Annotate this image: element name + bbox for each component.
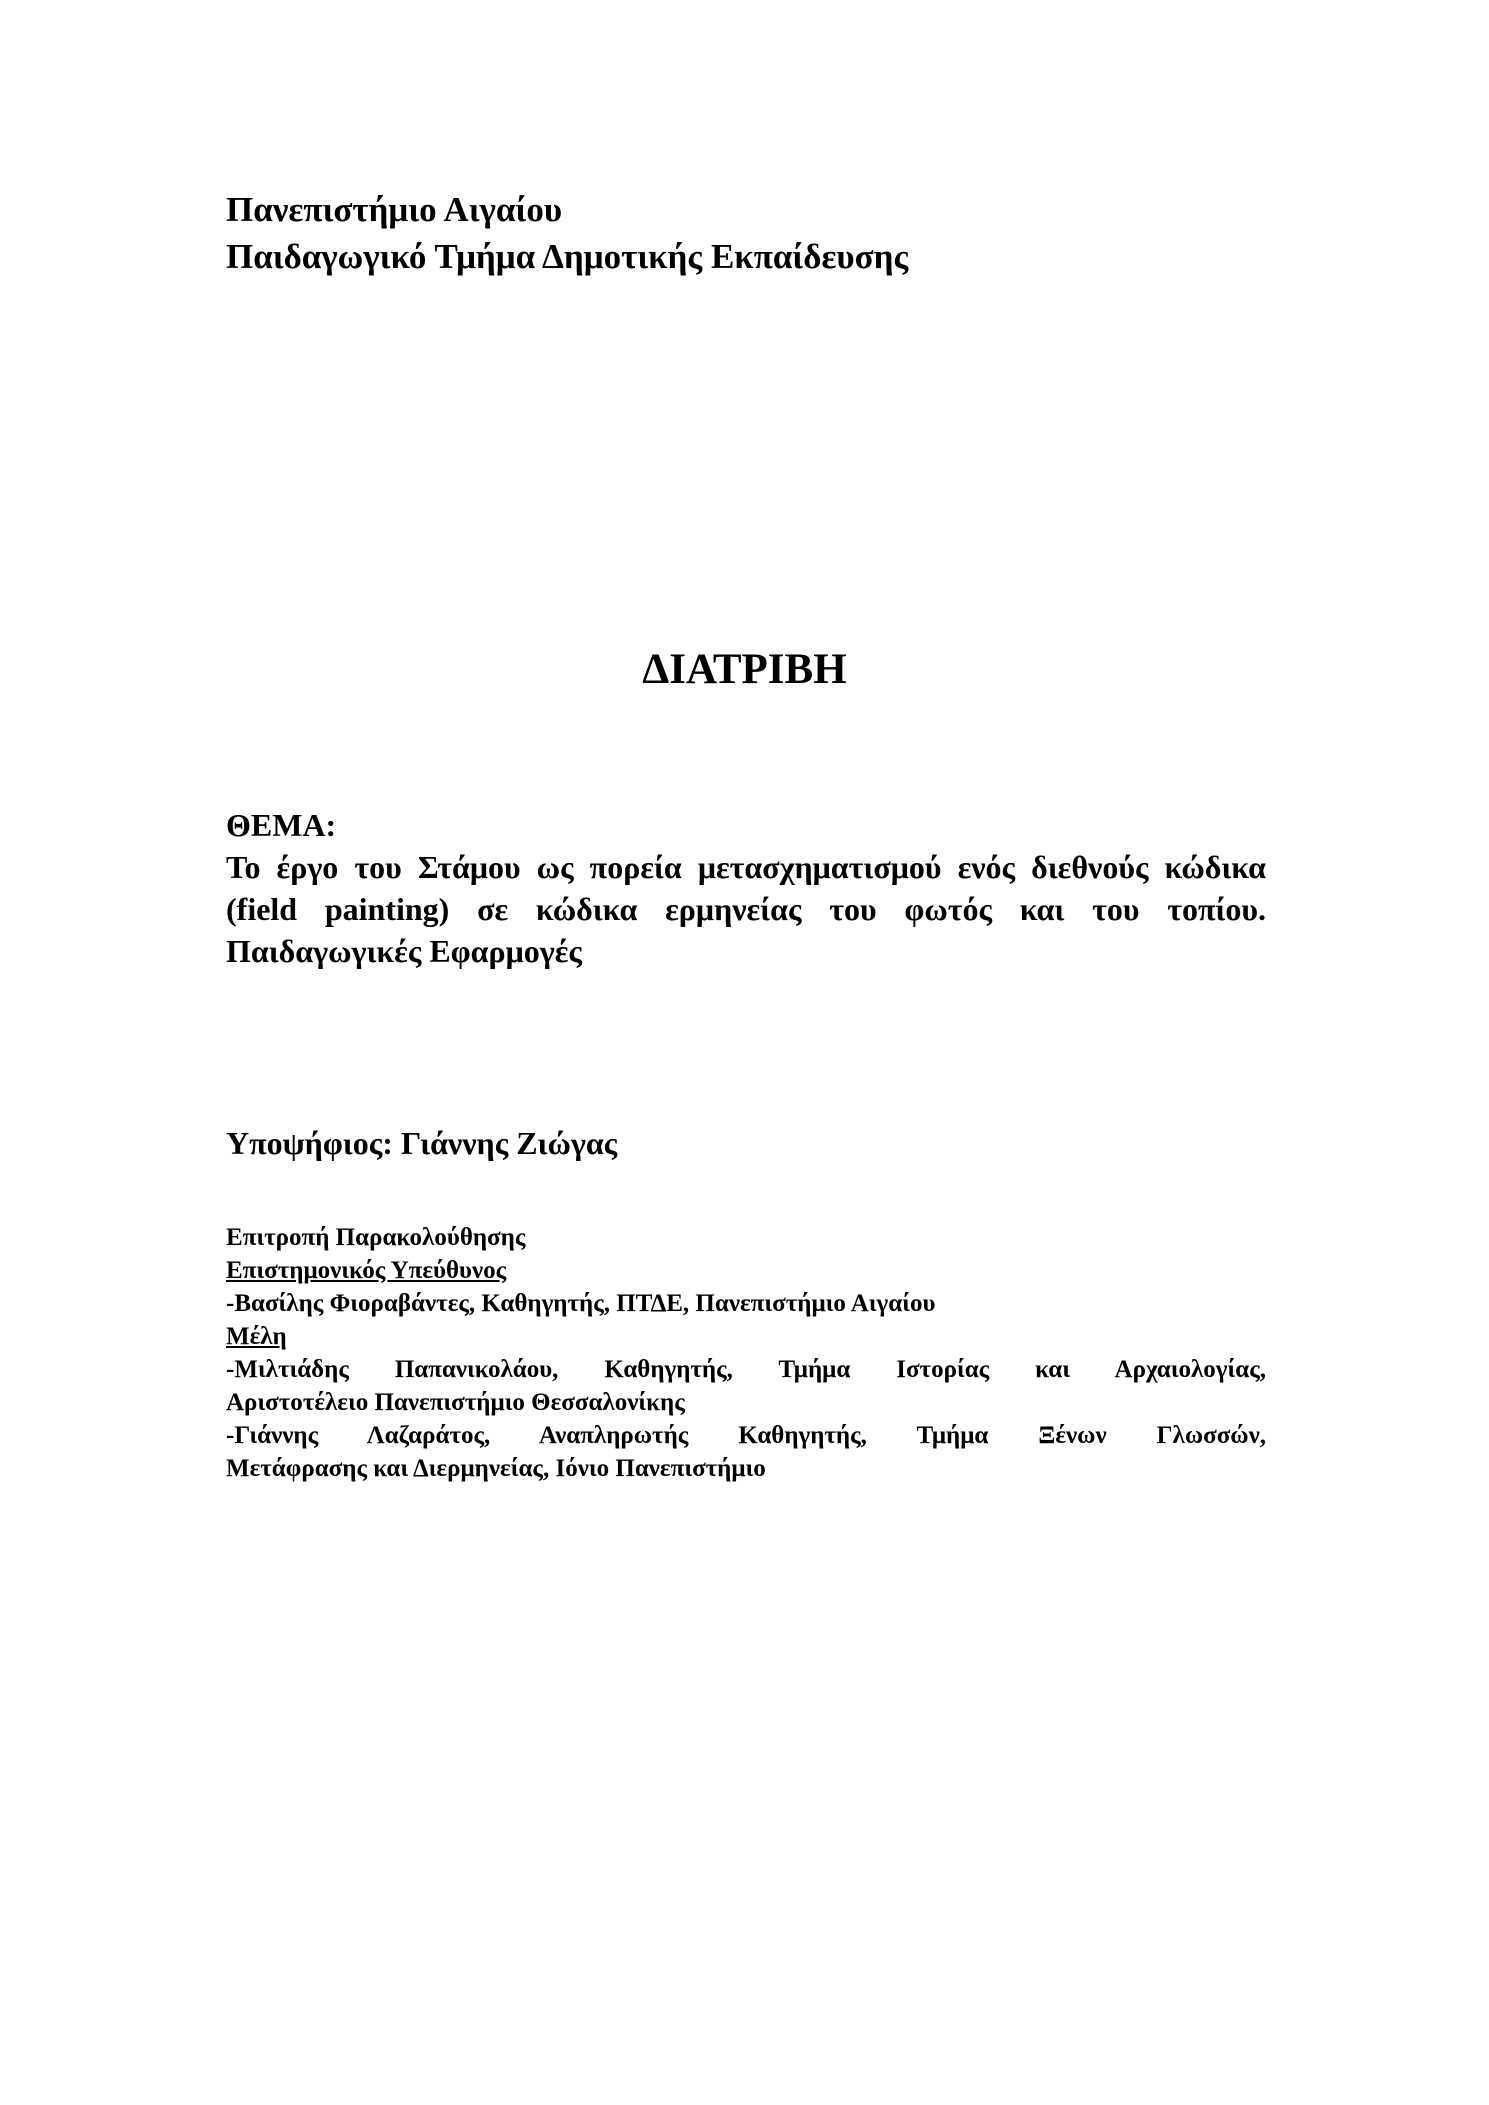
committee-section <box>226 1221 1266 1485</box>
institution-header <box>226 186 908 280</box>
member-entry-line: Αριστοτέλειο Πανεπιστήμιο Θεσσαλονίκης <box>226 1389 685 1416</box>
supervisor-label: Επιστημονικός Υπεύθυνος <box>226 1257 507 1284</box>
topic-section <box>226 804 1266 972</box>
committee-heading: Επιτροπή Παρακολούθησης <box>226 1224 526 1251</box>
topic-label: ΘΕΜΑ: <box>226 807 337 843</box>
document-title: ΔΙΑΤΡΙΒΗ <box>642 646 847 693</box>
members-label: Μέλη <box>226 1323 287 1350</box>
topic-text: Το έργο του Στάμου ως πορεία μετασχηματισμού ενός διεθνούς κώδικα (field painting) σε κώδικα ερμηνείας του φωτός και του τοπίου. Παιδαγωγικές Εφαρμογές <box>226 849 1266 969</box>
member-entry-line: -Γιάννης Λαζαράτος, Αναπληρωτής Καθηγητής, Τμήμα Ξένων Γλωσσών, <box>226 1422 1266 1449</box>
university-name: Πανεπιστήμιο Αιγαίου <box>226 190 562 229</box>
member-entry-line: -Μιλτιάδης Παπανικολάου, Καθηγητής, Τμήμα Ιστορίας και Αρχαιολογίας, <box>226 1356 1266 1383</box>
department-name: Παιδαγωγικό Τμήμα Δημοτικής Εκπαίδευσης <box>226 237 909 276</box>
supervisor-entry: -Βασίλης Φιοραβάντες, Καθηγητής, ΠΤΔΕ, Πανεπιστήμιο Αιγαίου <box>226 1290 936 1317</box>
member-entry-line: Μετάφρασης και Διερμηνείας, Ιόνιο Πανεπιστήμιο <box>226 1455 766 1482</box>
candidate-name: Υποψήφιος: Γιάννης Ζιώγας <box>226 1125 618 1161</box>
